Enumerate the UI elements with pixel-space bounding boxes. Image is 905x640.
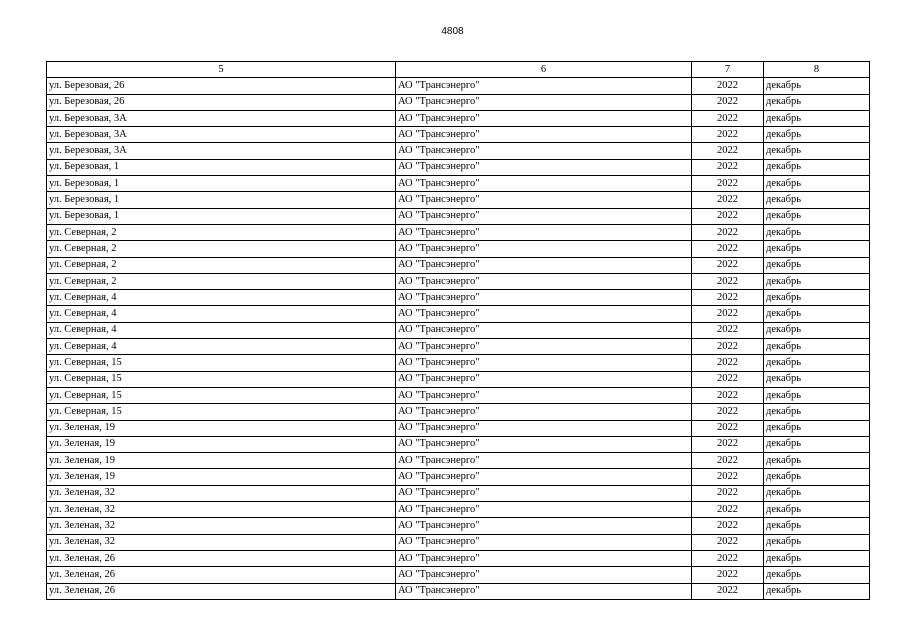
header-row: [47, 62, 870, 78]
month-cell: декабрь: [764, 322, 870, 338]
year-cell: 2022: [692, 176, 764, 192]
month-cell: декабрь: [764, 436, 870, 452]
year-cell: 2022: [692, 436, 764, 452]
year-cell: 2022: [692, 322, 764, 338]
month-cell: декабрь: [764, 485, 870, 501]
month-cell: декабрь: [764, 192, 870, 208]
year-cell: 2022: [692, 143, 764, 159]
year-cell: 2022: [692, 355, 764, 371]
table-row: [47, 453, 870, 469]
organization-cell: АО "Трансэнерго": [396, 469, 692, 485]
year-cell: 2022: [692, 502, 764, 518]
column-header-7: 7: [692, 62, 764, 78]
table-row: [47, 567, 870, 583]
address-cell: ул. Зеленая, 26: [47, 550, 396, 566]
table-row: [47, 404, 870, 420]
address-cell: ул. Северная, 4: [47, 306, 396, 322]
organization-cell: АО "Трансэнерго": [396, 208, 692, 224]
organization-cell: АО "Трансэнерго": [396, 387, 692, 403]
year-cell: 2022: [692, 339, 764, 355]
year-cell: 2022: [692, 534, 764, 550]
month-cell: декабрь: [764, 355, 870, 371]
address-cell: ул. Северная, 2: [47, 224, 396, 240]
table-body: [47, 78, 870, 600]
table-row: [47, 502, 870, 518]
address-cell: ул. Северная, 4: [47, 322, 396, 338]
table-row: [47, 241, 870, 257]
table-row: [47, 110, 870, 126]
month-cell: декабрь: [764, 208, 870, 224]
year-cell: 2022: [692, 273, 764, 289]
organization-cell: АО "Трансэнерго": [396, 192, 692, 208]
table-row: [47, 159, 870, 175]
organization-cell: АО "Трансэнерго": [396, 110, 692, 126]
year-cell: 2022: [692, 224, 764, 240]
address-cell: ул. Березовая, 3А: [47, 143, 396, 159]
month-cell: декабрь: [764, 469, 870, 485]
address-cell: ул. Зеленая, 19: [47, 469, 396, 485]
month-cell: декабрь: [764, 127, 870, 143]
organization-cell: АО "Трансэнерго": [396, 257, 692, 273]
table-row: [47, 534, 870, 550]
address-cell: ул. Зеленая, 32: [47, 534, 396, 550]
column-header-8: 8: [764, 62, 870, 78]
table-row: [47, 583, 870, 599]
organization-cell: АО "Трансэнерго": [396, 502, 692, 518]
address-cell: ул. Березовая, 1: [47, 208, 396, 224]
column-header-5: 5: [47, 62, 396, 78]
year-cell: 2022: [692, 78, 764, 94]
address-cell: ул. Зеленая, 32: [47, 502, 396, 518]
month-cell: декабрь: [764, 453, 870, 469]
organization-cell: АО "Трансэнерго": [396, 436, 692, 452]
table-row: [47, 306, 870, 322]
data-table: [46, 61, 870, 600]
year-cell: 2022: [692, 257, 764, 273]
address-cell: ул. Березовая, 26: [47, 94, 396, 110]
table-row: [47, 550, 870, 566]
address-cell: ул. Северная, 2: [47, 273, 396, 289]
month-cell: декабрь: [764, 176, 870, 192]
table-row: [47, 273, 870, 289]
table-row: [47, 78, 870, 94]
organization-cell: АО "Трансэнерго": [396, 355, 692, 371]
organization-cell: АО "Трансэнерго": [396, 322, 692, 338]
organization-cell: АО "Трансэнерго": [396, 404, 692, 420]
month-cell: декабрь: [764, 583, 870, 599]
organization-cell: АО "Трансэнерго": [396, 143, 692, 159]
month-cell: декабрь: [764, 404, 870, 420]
address-cell: ул. Северная, 15: [47, 387, 396, 403]
address-cell: ул. Березовая, 1: [47, 159, 396, 175]
address-cell: ул. Северная, 2: [47, 257, 396, 273]
organization-cell: АО "Трансэнерго": [396, 159, 692, 175]
table-row: [47, 322, 870, 338]
address-cell: ул. Северная, 4: [47, 290, 396, 306]
organization-cell: АО "Трансэнерго": [396, 306, 692, 322]
address-cell: ул. Зеленая, 26: [47, 567, 396, 583]
address-cell: ул. Зеленая, 19: [47, 453, 396, 469]
table-row: [47, 420, 870, 436]
month-cell: декабрь: [764, 110, 870, 126]
year-cell: 2022: [692, 485, 764, 501]
year-cell: 2022: [692, 192, 764, 208]
table-row: [47, 290, 870, 306]
page-number: 4808: [441, 26, 464, 37]
table-row: [47, 192, 870, 208]
address-cell: ул. Березовая, 1: [47, 192, 396, 208]
month-cell: декабрь: [764, 78, 870, 94]
organization-cell: АО "Трансэнерго": [396, 371, 692, 387]
organization-cell: АО "Трансэнерго": [396, 339, 692, 355]
table-row: [47, 208, 870, 224]
month-cell: декабрь: [764, 550, 870, 566]
address-cell: ул. Северная, 4: [47, 339, 396, 355]
table-row: [47, 257, 870, 273]
organization-cell: АО "Трансэнерго": [396, 78, 692, 94]
month-cell: декабрь: [764, 273, 870, 289]
organization-cell: АО "Трансэнерго": [396, 241, 692, 257]
organization-cell: АО "Трансэнерго": [396, 534, 692, 550]
organization-cell: АО "Трансэнерго": [396, 518, 692, 534]
table-row: [47, 355, 870, 371]
organization-cell: АО "Трансэнерго": [396, 94, 692, 110]
address-cell: ул. Зеленая, 32: [47, 485, 396, 501]
year-cell: 2022: [692, 208, 764, 224]
column-header-6: 6: [396, 62, 692, 78]
organization-cell: АО "Трансэнерго": [396, 583, 692, 599]
address-cell: ул. Зеленая, 26: [47, 583, 396, 599]
year-cell: 2022: [692, 241, 764, 257]
year-cell: 2022: [692, 306, 764, 322]
address-cell: ул. Северная, 15: [47, 355, 396, 371]
month-cell: декабрь: [764, 241, 870, 257]
table-row: [47, 518, 870, 534]
organization-cell: АО "Трансэнерго": [396, 567, 692, 583]
month-cell: декабрь: [764, 534, 870, 550]
month-cell: декабрь: [764, 143, 870, 159]
organization-cell: АО "Трансэнерго": [396, 485, 692, 501]
address-cell: ул. Северная, 15: [47, 404, 396, 420]
address-cell: ул. Северная, 2: [47, 241, 396, 257]
organization-cell: АО "Трансэнерго": [396, 290, 692, 306]
table-row: [47, 371, 870, 387]
year-cell: 2022: [692, 404, 764, 420]
year-cell: 2022: [692, 387, 764, 403]
year-cell: 2022: [692, 469, 764, 485]
year-cell: 2022: [692, 453, 764, 469]
month-cell: декабрь: [764, 159, 870, 175]
address-cell: ул. Зеленая, 19: [47, 436, 396, 452]
month-cell: декабрь: [764, 567, 870, 583]
address-cell: ул. Северная, 15: [47, 371, 396, 387]
year-cell: 2022: [692, 94, 764, 110]
organization-cell: АО "Трансэнерго": [396, 224, 692, 240]
organization-cell: АО "Трансэнерго": [396, 176, 692, 192]
table-row: [47, 176, 870, 192]
month-cell: декабрь: [764, 224, 870, 240]
organization-cell: АО "Трансэнерго": [396, 550, 692, 566]
table-row: [47, 387, 870, 403]
year-cell: 2022: [692, 567, 764, 583]
year-cell: 2022: [692, 420, 764, 436]
table-row: [47, 436, 870, 452]
year-cell: 2022: [692, 290, 764, 306]
address-cell: ул. Березовая, 3А: [47, 127, 396, 143]
table-row: [47, 143, 870, 159]
month-cell: декабрь: [764, 420, 870, 436]
month-cell: декабрь: [764, 339, 870, 355]
month-cell: декабрь: [764, 306, 870, 322]
month-cell: декабрь: [764, 387, 870, 403]
year-cell: 2022: [692, 583, 764, 599]
organization-cell: АО "Трансэнерго": [396, 127, 692, 143]
address-cell: ул. Березовая, 26: [47, 78, 396, 94]
organization-cell: АО "Трансэнерго": [396, 420, 692, 436]
address-cell: ул. Березовая, 3А: [47, 110, 396, 126]
table-row: [47, 469, 870, 485]
year-cell: 2022: [692, 550, 764, 566]
year-cell: 2022: [692, 127, 764, 143]
organization-cell: АО "Трансэнерго": [396, 453, 692, 469]
month-cell: декабрь: [764, 290, 870, 306]
table-row: [47, 94, 870, 110]
month-cell: декабрь: [764, 257, 870, 273]
table-row: [47, 339, 870, 355]
address-cell: ул. Зеленая, 19: [47, 420, 396, 436]
year-cell: 2022: [692, 110, 764, 126]
address-cell: ул. Березовая, 1: [47, 176, 396, 192]
month-cell: декабрь: [764, 518, 870, 534]
table-row: [47, 127, 870, 143]
table-row: [47, 224, 870, 240]
table-row: [47, 485, 870, 501]
month-cell: декабрь: [764, 94, 870, 110]
month-cell: декабрь: [764, 502, 870, 518]
month-cell: декабрь: [764, 371, 870, 387]
year-cell: 2022: [692, 518, 764, 534]
organization-cell: АО "Трансэнерго": [396, 273, 692, 289]
year-cell: 2022: [692, 371, 764, 387]
address-cell: ул. Зеленая, 32: [47, 518, 396, 534]
year-cell: 2022: [692, 159, 764, 175]
